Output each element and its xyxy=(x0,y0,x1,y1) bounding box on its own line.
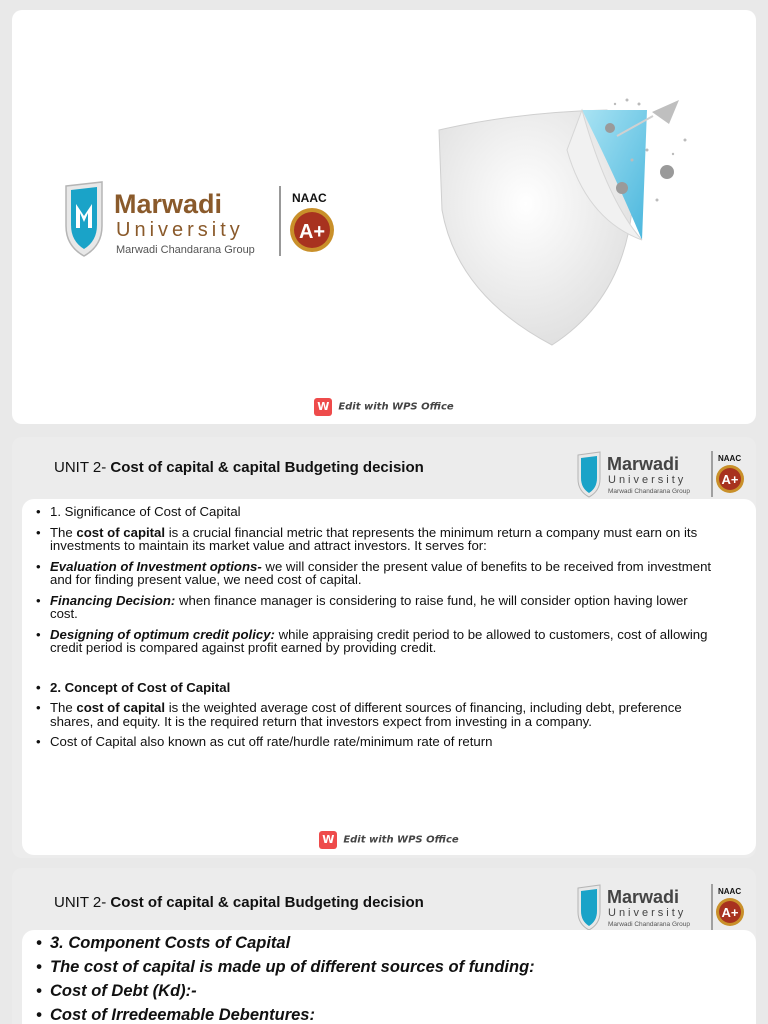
svg-text:University: University xyxy=(608,907,687,919)
list-item: • The cost of capital is made up of different sources of funding: xyxy=(36,958,716,976)
curled-shield-illustration xyxy=(417,90,707,360)
list-item: • 2. Concept of Cost of Capital xyxy=(36,681,716,695)
list-item: • The cost of capital is a crucial financial metric that represents the minimum return a company must earn on its investments to maintain its market value and attract investors. It serves for: xyxy=(36,526,716,553)
naac-label: NAAC xyxy=(292,191,327,205)
bullet-list xyxy=(36,505,716,756)
marwadi-university-logo xyxy=(62,180,352,260)
shield-icon xyxy=(578,452,600,497)
list-item: • The cost of capital is the weighted average cost of different sources of financing, including debt, preference shares, and equity. It is the required return that investors expect from investing in a company. xyxy=(36,701,716,728)
title-slide xyxy=(12,10,756,424)
logo-group: Marwadi Chandarana Group xyxy=(116,244,255,256)
list-item: • Cost of Irredeemable Debentures: xyxy=(36,1006,716,1024)
svg-text:NAAC: NAAC xyxy=(718,887,742,896)
wps-logo-icon: W xyxy=(314,398,332,416)
logo-name: Marwadi xyxy=(114,189,223,219)
svg-text:Marwadi: Marwadi xyxy=(607,454,680,474)
list-item: • 3. Component Costs of Capital xyxy=(36,934,716,952)
svg-text:A+: A+ xyxy=(721,472,739,487)
marwadi-university-logo-small xyxy=(572,876,752,932)
logo-subtitle: University xyxy=(116,219,244,241)
content-slide-component-costs xyxy=(12,868,756,1024)
content-card xyxy=(22,930,756,1024)
content-slide-cost-of-capital xyxy=(12,437,756,858)
svg-text:Marwadi Chandarana Group: Marwadi Chandarana Group xyxy=(608,488,691,495)
wps-logo-icon: W xyxy=(319,831,337,849)
svg-text:NAAC: NAAC xyxy=(718,454,742,463)
svg-text:Marwadi Chandarana Group: Marwadi Chandarana Group xyxy=(608,921,691,928)
marwadi-university-logo-small xyxy=(572,443,752,499)
list-item: • Cost of Capital also known as cut off rate/hurdle rate/minimum rate of return xyxy=(36,735,716,749)
svg-text:Marwadi: Marwadi xyxy=(607,887,680,907)
wps-watermark: W Edit with WPS Office xyxy=(12,398,756,416)
list-item: • Cost of Debt (Kd):- xyxy=(36,982,716,1000)
slide-title: UNIT 2- Cost of capital & capital Budgeting decision xyxy=(54,894,424,911)
content-card xyxy=(22,499,756,855)
bullet-list xyxy=(36,934,716,1024)
shield-icon xyxy=(66,182,102,256)
list-item: • Designing of optimum credit policy: while appraising credit period to be allowed to customers, cost of allowing credit period is compared against profit earned by providing credit. xyxy=(36,628,716,655)
list-item: • 1. Significance of Cost of Capital xyxy=(36,505,716,519)
svg-text:A+: A+ xyxy=(721,905,739,920)
shield-icon xyxy=(578,885,600,930)
wps-watermark: W Edit with WPS Office xyxy=(22,831,756,849)
list-item: • Evaluation of Investment options- we will consider the present value of benefits to be received from investment and for finding present value, we need cost of capital. xyxy=(36,560,716,587)
list-item: • Financing Decision: when finance manager is considering to raise fund, he will consider option having lower cost. xyxy=(36,594,716,621)
slide-title: UNIT 2- Cost of capital & capital Budgeting decision xyxy=(54,459,424,476)
naac-grade: A+ xyxy=(298,221,326,243)
svg-text:University: University xyxy=(608,474,687,486)
